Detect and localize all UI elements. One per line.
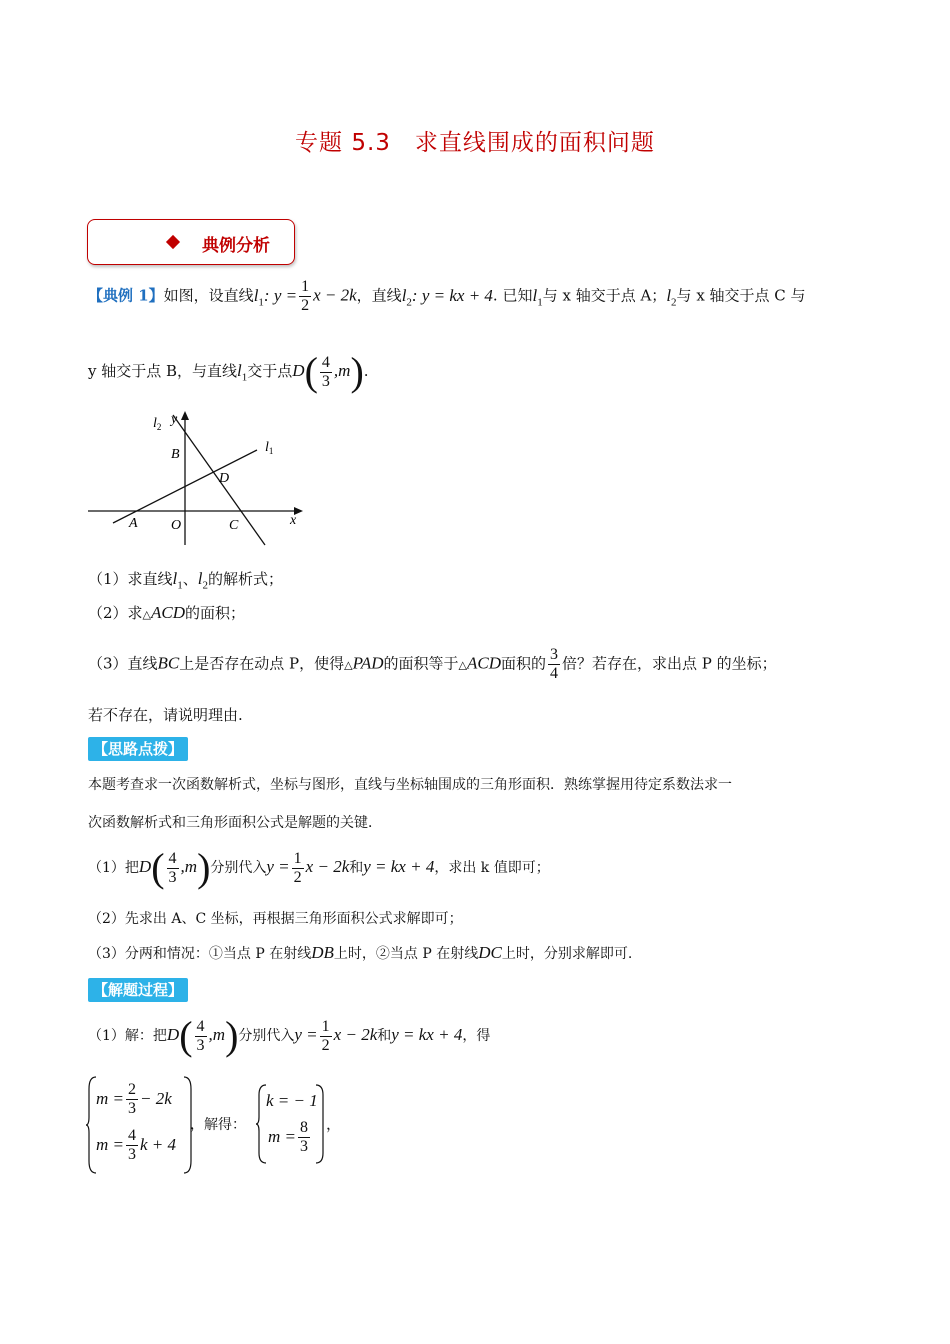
label-y: y <box>171 412 178 427</box>
diamond-icon <box>166 235 180 249</box>
solution-line-1: （1）解：把D( $\frac{4}{3}$ ,m)分别代入y = $\frac{1}{2}$ x − 2k和y = kx + 4，得 <box>88 1013 491 1058</box>
label-l1: $l_1$ <box>265 440 274 456</box>
fraction-half: $\frac{1}{2}$ <box>301 278 310 314</box>
l1-equation: $l_1$: y = <box>253 285 298 308</box>
question-3: （3）直线BC上是否存在动点 P，使得△PAD的面积等于△ACD面积的 $\frac{3}{4}$ 倍？若存在，求出点 P 的坐标； <box>88 646 777 682</box>
system2-row2: m = $\frac{8}{3}$ <box>268 1119 308 1155</box>
label-D: D <box>219 471 230 486</box>
page-title: 专题 5.3 求直线围成的面积问题 <box>295 130 655 156</box>
equation-system-1 <box>86 1075 196 1175</box>
question-2: （2）求△ACD的面积； <box>88 603 246 622</box>
label-x: x <box>290 513 297 528</box>
system2-row1: k = − 1 <box>266 1091 318 1110</box>
hint-2: （2）先求出 A、C 坐标，再根据三角形面积公式求解即可； <box>88 911 463 927</box>
question-1: （1）求直线$l_1$、$l_2$的解析式； <box>88 569 284 592</box>
label-B: B <box>171 447 180 462</box>
example-line-1: 【典例 1】如图，设直线$l_1$: y = $\frac{1}{2}$ x − 2k，直线$l_2$: y = kx + 4. 已知$l_1$与 x 轴交于点 A；$l_2$与 x 轴交于点 C 与 <box>88 278 806 314</box>
example-line-2: y 轴交于点 B，与直线$l_1$交于点D( $\frac{4}{3}$ ,m). <box>88 349 369 394</box>
hint-paragraph-2: 次函数解析式和三角形面积公式是解题的关键． <box>88 815 382 831</box>
hint-badge: 【思路点拨】 <box>88 738 188 759</box>
coordinate-figure <box>85 405 310 550</box>
solution-badge: 【解题过程】 <box>88 979 188 1000</box>
solve-text: ，解得： <box>190 1117 246 1133</box>
system1-row1: m = $\frac{2}{3}$ − 2k <box>96 1081 172 1117</box>
label-O: O <box>171 518 182 533</box>
question-3-cont: 若不存在，请说明理由. <box>88 706 243 724</box>
label-l2: $l_2$ <box>153 416 162 432</box>
hint-paragraph-1: 本题考查求一次函数解析式，坐标与图形，直线与坐标轴围成的三角形面积．熟练掌握用待定系数法求一 <box>88 777 732 793</box>
section-header <box>87 219 295 265</box>
l2-equation: $l_2$: y = kx + 4 <box>401 285 493 308</box>
hint-3: （3）分两和情况：①当点 P 在射线DB上时，②当点 P 在射线DC上时，分别求解即可. <box>88 943 633 962</box>
equation-system-2 <box>256 1083 346 1165</box>
section-label: 典例分析 <box>202 236 270 256</box>
hint-1: （1）把D( $\frac{4}{3}$ ,m)分别代入y = $\frac{1}{2}$ x − 2k和y = kx + 4，求出 k 值即可； <box>88 845 550 890</box>
example-tag: 【典例 1】 <box>88 286 164 305</box>
label-C: C <box>229 518 239 533</box>
label-A: A <box>129 516 138 531</box>
system1-row2: m = $\frac{4}{3}$ k + 4 <box>96 1127 177 1163</box>
system2-end: ， <box>326 1115 342 1133</box>
y-axis-arrow-icon <box>181 411 189 420</box>
